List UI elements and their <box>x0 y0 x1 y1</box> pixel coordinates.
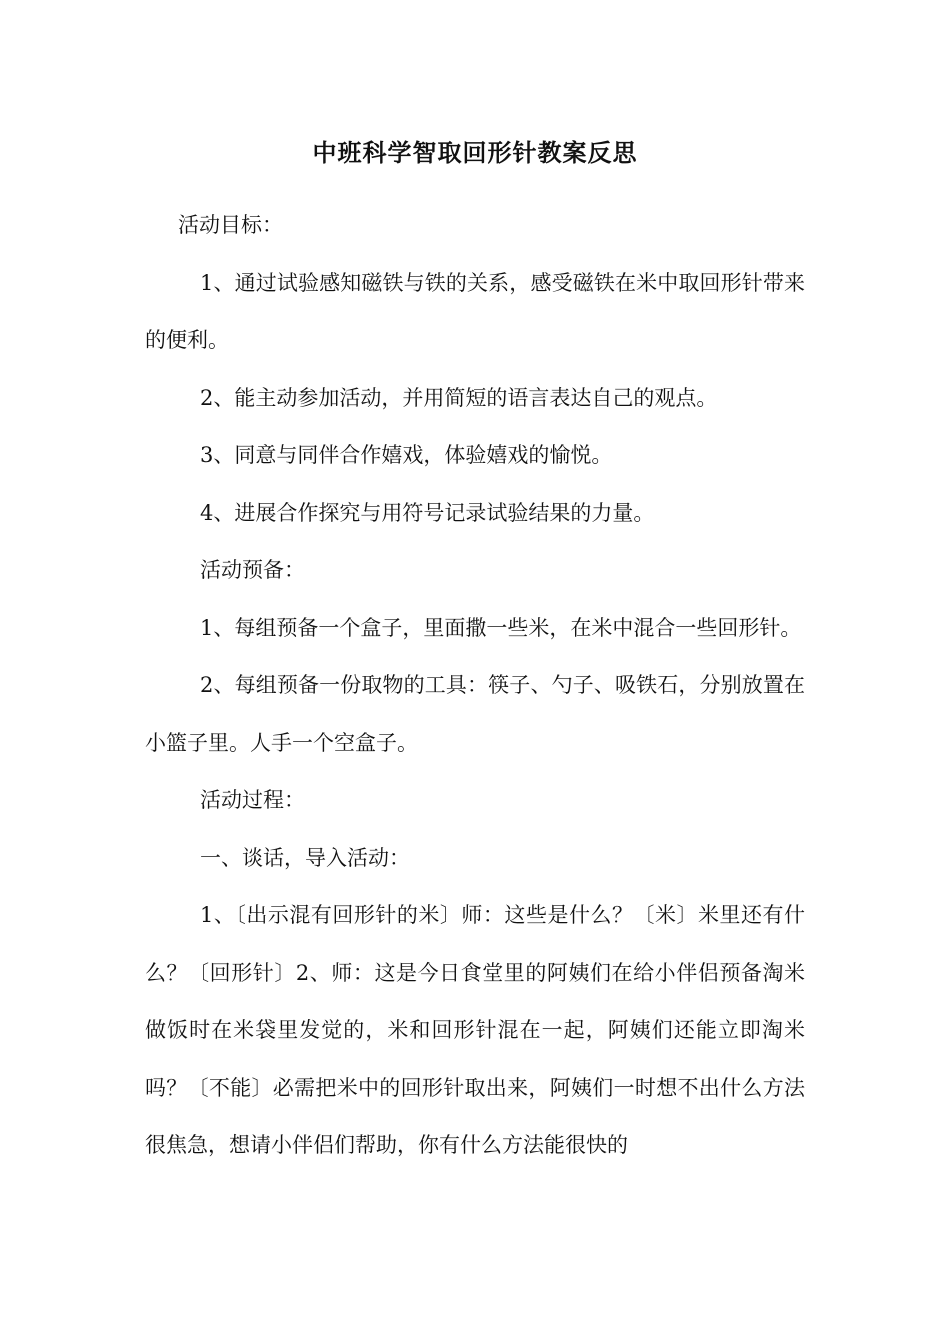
paragraph-preparation-1: 1、每组预备一个盒子，里面撒一些米，在米中混合一些回形针。 <box>200 615 802 640</box>
paragraph-goal-2: 2、能主动参加活动，并用简短的语言表达自己的观点。 <box>200 385 718 410</box>
paragraph-goal-4: 4、进展合作探究与用符号记录试验结果的力量。 <box>200 500 655 525</box>
paragraph-goal-1: 1、通过试验感知磁铁与铁的关系，感受磁铁在米中取回形针带来的便利。 <box>145 270 805 352</box>
paragraph-goals-heading: 活动目标： <box>178 213 283 237</box>
paragraph-preparation-2: 2、每组预备一份取物的工具：筷子、勺子、吸铁石，分别放置在小篮子里。人手一个空盒子。 <box>145 673 805 755</box>
paragraph-process-step-1: 一、谈话，导入活动： <box>200 845 410 870</box>
paragraph-preparation-heading: 活动预备： <box>200 558 305 582</box>
document-body <box>145 197 805 1175</box>
paragraph-process-detail: 1、〔出示混有回形针的米〕师：这些是什么？〔米〕米里还有什么？〔回形针〕2、师：这是今日食堂里的阿姨们在给小伴侣预备淘米做饭时在米袋里发觉的，米和回形针混在一起，阿姨们还能立即淘米吗？〔不能〕必需把米中的回形针取出来，阿姨们一时想不出什么方法很焦急，想请小伴侣们帮助，你有什么方法能很快的 <box>145 903 805 1157</box>
paragraph-goal-3: 3、同意与同伴合作嬉戏，体验嬉戏的愉悦。 <box>200 443 613 467</box>
paragraph-process-heading: 活动过程： <box>200 788 305 812</box>
document-title: 中班科学智取回形针教案反思 <box>312 138 638 167</box>
